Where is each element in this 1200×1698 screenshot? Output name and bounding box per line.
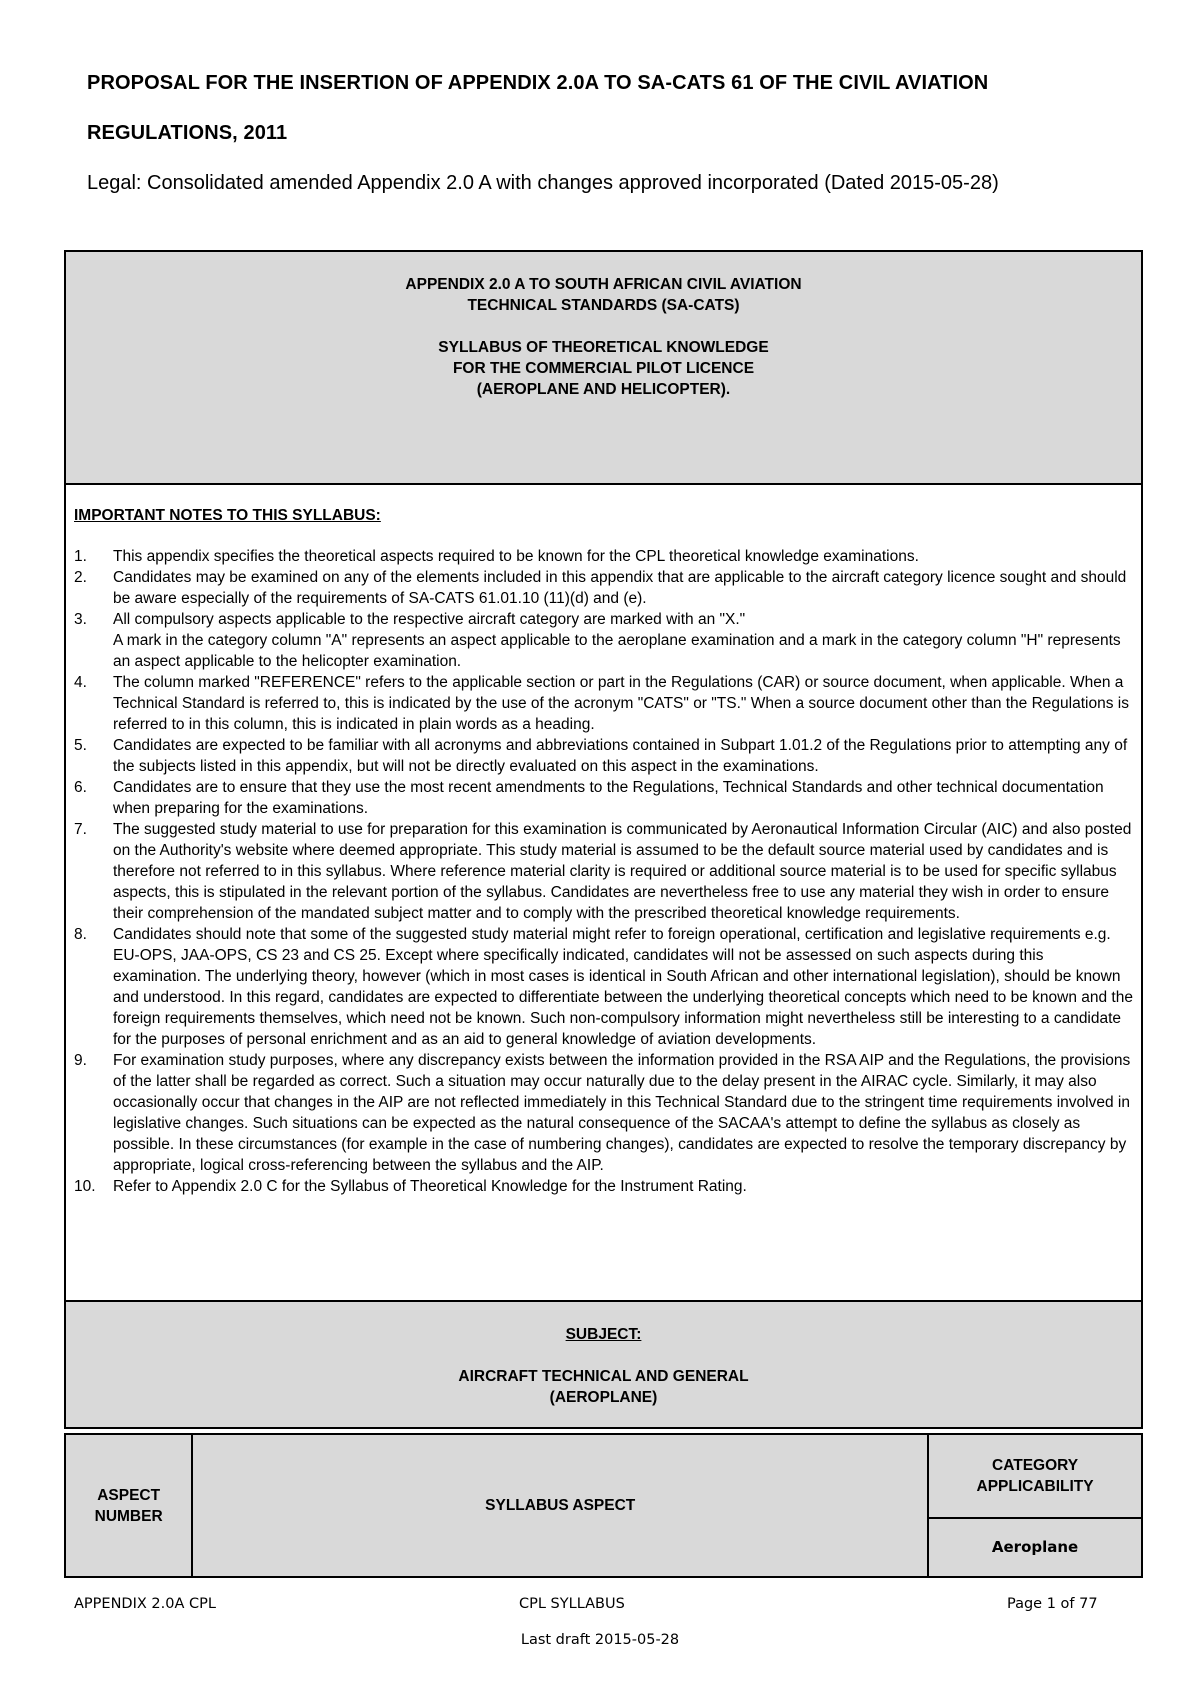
note-item bbox=[74, 819, 1133, 924]
syllabus-aspect-header: SYLLABUS ASPECT bbox=[192, 1434, 928, 1577]
note-number: 1. bbox=[74, 548, 87, 565]
appendix-title-line-2: TECHNICAL STANDARDS (SA-CATS) bbox=[467, 297, 740, 314]
syllabus-table bbox=[64, 250, 1143, 1429]
notes-heading: IMPORTANT NOTES TO THIS SYLLABUS: bbox=[74, 507, 381, 524]
footer-page-number: Page 1 of 77 bbox=[1007, 1596, 1098, 1612]
note-item bbox=[74, 609, 1133, 672]
note-item bbox=[74, 1176, 1133, 1197]
aspect-number-header bbox=[65, 1434, 192, 1577]
note-number: 9. bbox=[74, 1052, 87, 1069]
subject-box bbox=[65, 1301, 1142, 1428]
note-text: All compulsory aspects applicable to the respective aircraft category are marked with an "X." bbox=[113, 611, 746, 628]
note-text: The suggested study material to use for preparation for this examination is communicated by Aeronautical Information Circular (AIC) and also posted on the Authority's website where deemed appropriate. This study material is assumed to be the default source material used by candidates and is therefore not referred to in this syllabus. Where reference material clarity is required or additional source material is to be used for specific syllabus aspects, this is stipulated in the relevant portion of the syllabus. Candidates are nevertheless free to use any material they wish in order to ensure their comprehension of the mandated subject matter and to comply with the prescribed theoretical knowledge requirements. bbox=[113, 821, 1132, 922]
note-number: 4. bbox=[74, 674, 87, 691]
subject-label: SUBJECT: bbox=[565, 1326, 642, 1343]
aspect-number-label-1: ASPECT bbox=[97, 1486, 161, 1504]
note-item bbox=[74, 546, 1133, 567]
appendix-title-line-3: SYLLABUS OF THEORETICAL KNOWLEDGE bbox=[438, 339, 769, 356]
legal-note: Legal: Consolidated amended Appendix 2.0 A with changes approved incorporated (Dated 2015-05-28) bbox=[87, 172, 999, 194]
document-title-line-2: REGULATIONS, 2011 bbox=[87, 122, 288, 144]
notes-list bbox=[74, 546, 1133, 1197]
note-text: Candidates should note that some of the suggested study material might refer to foreign operational, certification and legislative requirements e.g. EU-OPS, JAA-OPS, CS 23 and CS 25. Except where specifically indicated, candidates will not be assessed on such aspects during this examination. The underlying theory, however (which in most cases is identical in South African and other international legislation), should be known and understood. In this regard, candidates are expected to differentiate between the underlying theoretical concepts which need to be known and the foreign requirements themselves, which need not be known. Such non-compulsory information might nevertheless still be interesting to a candidate for the purposes of personal enrichment and as an aid to general knowledge of aviation developments. bbox=[113, 926, 1133, 1048]
category-applicability-header bbox=[928, 1434, 1142, 1518]
note-text: This appendix specifies the theoretical aspects required to be known for the CPL theoretical knowledge examinations. bbox=[113, 548, 919, 565]
note-item bbox=[74, 567, 1133, 609]
appendix-title-box bbox=[65, 251, 1142, 484]
note-number: 6. bbox=[74, 779, 87, 796]
column-header-table bbox=[64, 1433, 1143, 1578]
aeroplane-column-header: Aeroplane bbox=[928, 1518, 1142, 1577]
important-notes-box bbox=[65, 484, 1142, 1301]
appendix-title-line-5: (AEROPLANE AND HELICOPTER). bbox=[476, 381, 731, 398]
note-text: For examination study purposes, where any discrepancy exists between the information provided in the RSA AIP and the Regulations, the provisions of the latter shall be regarded as correct. Such a situation may occur naturally due to the delay present in the AIRAC cycle. Similarly, it may also occasionally occur that changes in the AIP are not reflected immediately in this Technical Standard due to the stringent time requirements involved in legislative changes. Such situations can be expected as the natural consequence of the SACAA's attempt to define the syllabus as closely as possible. In these circumstances (for example in the case of numbering changes), candidates are expected to resolve the temporary discrepancy by appropriate, logical cross-referencing between the syllabus and the AIP. bbox=[113, 1052, 1131, 1174]
note-number: 10. bbox=[74, 1178, 96, 1195]
note-text: The column marked "REFERENCE" refers to the applicable section or part in the Regulations (CAR) or source document, when applicable. When a Technical Standard is referred to, this is indicated by the use of the acronym "CATS" or "TS." When a source document other than the Regulations is referred to in this column, this is indicated in plain words as a heading. bbox=[113, 674, 1129, 733]
note-text: Refer to Appendix 2.0 C for the Syllabus of Theoretical Knowledge for the Instrument Rating. bbox=[113, 1178, 747, 1195]
appendix-title-line-4: FOR THE COMMERCIAL PILOT LICENCE bbox=[452, 360, 755, 377]
note-text: Candidates are expected to be familiar with all acronyms and abbreviations contained in Subpart 1.01.2 of the Regulations prior to attempting any of the subjects listed in this appendix, but will not be directly evaluated on this aspect in the examinations. bbox=[113, 737, 1128, 775]
note-number: 5. bbox=[74, 737, 87, 754]
note-text: Candidates are to ensure that they use the most recent amendments to the Regulations, Technical Standards and other technical documentation when preparing for the examinations. bbox=[113, 779, 1104, 817]
note-item bbox=[74, 735, 1133, 777]
note-item bbox=[74, 672, 1133, 735]
subject-title-line-2: (AEROPLANE) bbox=[549, 1389, 658, 1406]
note-number: 3. bbox=[74, 611, 87, 628]
subject-title-line-1: AIRCRAFT TECHNICAL AND GENERAL bbox=[458, 1368, 749, 1385]
note-number: 7. bbox=[74, 821, 87, 838]
note-number: 8. bbox=[74, 926, 87, 943]
footer-left: APPENDIX 2.0A CPL bbox=[74, 1596, 216, 1612]
note-item bbox=[74, 777, 1133, 819]
footer-center: CPL SYLLABUS bbox=[519, 1596, 625, 1612]
note-item bbox=[74, 924, 1133, 1050]
note-text: Candidates may be examined on any of the elements included in this appendix that are applicable to the aircraft category licence sought and should be aware especially of the requirements of SA-CATS 61.01.10 (11)(d) and (e). bbox=[113, 569, 1127, 607]
aspect-number-label-2: NUMBER bbox=[94, 1507, 163, 1525]
category-label-1: CATEGORY bbox=[992, 1457, 1079, 1474]
category-label-2: APPLICABILITY bbox=[976, 1478, 1094, 1495]
footer-draft-date: Last draft 2015-05-28 bbox=[520, 1632, 680, 1648]
note-number: 2. bbox=[74, 569, 87, 586]
appendix-title-line-1: APPENDIX 2.0 A TO SOUTH AFRICAN CIVIL AVIATION bbox=[405, 276, 802, 293]
document-title-line-1: PROPOSAL FOR THE INSERTION OF APPENDIX 2.0A TO SA-CATS 61 OF THE CIVIL AVIATION bbox=[87, 72, 989, 94]
note-text-continued: A mark in the category column "A" represents an aspect applicable to the aeroplane examination and a mark in the category column "H" represents an aspect applicable to the helicopter examination. bbox=[113, 632, 1121, 670]
note-item bbox=[74, 1050, 1133, 1176]
